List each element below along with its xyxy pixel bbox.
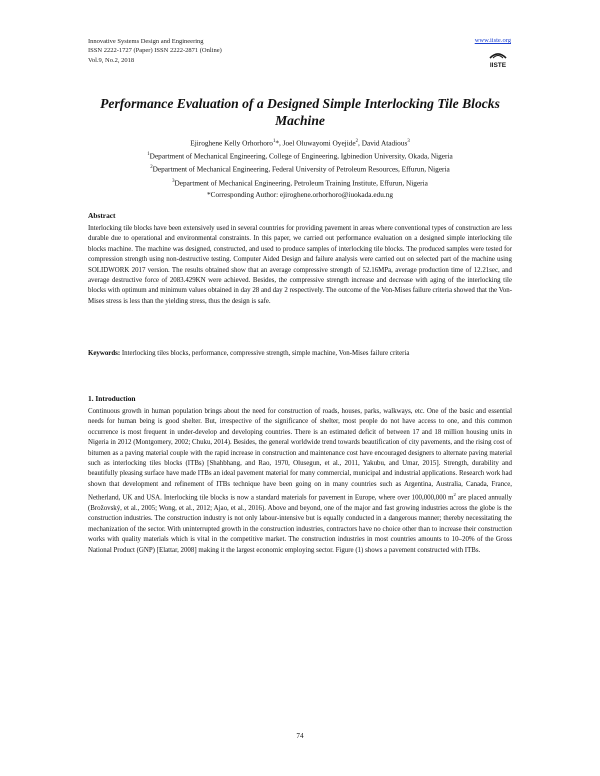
journal-url-link[interactable]: www.iiste.org bbox=[474, 37, 511, 44]
paper-title: Performance Evaluation of a Designed Simple Interlocking Tile Blocks Machine bbox=[100, 96, 500, 128]
author-1: Ejiroghene Kelly Orhorhoro bbox=[190, 138, 273, 148]
introduction-heading: 1. Introduction bbox=[88, 394, 136, 403]
author-1-sup: 1 bbox=[272, 139, 276, 144]
introduction-text-part-2: are placed annually (Brožovský, et al., 2005; Wong, et al., 2012; Ajao, et al., 2016). Above and beyond, one of the major and fast growing industries across the globe is the construction industries. The construction industry is not only labour-intensive but is equally conducted in a dangerous manner; thereby necessitating the mechanization of the sector. With uninterrupted growth in the construction industries, contractors have no choice other than to increase their construction works with quality materials which is vital in the competitive market. The construction industries in most countries amounts to 10–20% of the Gross National Product (GNP) [Elattar, 2008] making it the largest economic employing sector. Figure (1) shows a pavement constructed with ITBs. bbox=[88, 494, 512, 554]
affiliation-2-text: Department of Mechanical Engineering, Federal University of Petroleum Resources, Effurun, Nigeria bbox=[152, 164, 450, 174]
author-1-mark: *, bbox=[275, 138, 283, 148]
keywords-text: Interlocking tiles blocks, performance, compressive strength, simple machine, Von-Mises failure criteria bbox=[120, 350, 410, 357]
affiliation-1 bbox=[88, 149, 512, 162]
introduction-body bbox=[88, 407, 512, 556]
keywords-label: Keywords: bbox=[88, 350, 121, 357]
author-list bbox=[88, 136, 512, 149]
journal-issn: ISSN 2222-1727 (Paper) ISSN 2222-2871 (Online) bbox=[88, 47, 222, 55]
author-separator: , bbox=[358, 138, 362, 148]
logo-text: IISTE bbox=[489, 62, 507, 69]
affiliation-3 bbox=[88, 176, 512, 189]
author-block bbox=[88, 136, 512, 201]
corresponding-author: *Corresponding Author: ejiroghene.orhorhoro@iuokada.edu.ng bbox=[206, 189, 394, 199]
keywords-paragraph bbox=[88, 349, 512, 359]
affiliation-2-sup: 2 bbox=[150, 165, 153, 171]
affiliation-3-text: Department of Mechanical Engineering, Petroleum Training Institute, Effurun, Nigeria bbox=[174, 178, 428, 188]
affiliation-1-text: Department of Mechanical Engineering, College of Engineering, Igbinedion University, Okada, Nigeria bbox=[149, 151, 453, 161]
introduction-superscript: 2 bbox=[453, 492, 456, 498]
author-3-sup: 3 bbox=[407, 139, 410, 144]
affiliation-2 bbox=[88, 162, 512, 175]
iiste-logo bbox=[487, 49, 509, 69]
introduction-text-part-1: Continuous growth in human population brings about the need for construction of roads, houses, parks, walkways, etc. One of the basic and essential needs for human being is good shelter. But, irrespective of the significance of shelter, most people do not have access to one, and this common occurrence is most frequent in under-develop and developing countries. There is an estimated deficit of between 17 and 18 million housing units in Nigeria in 2012 (Montgomery, 2002; Chuku, 2014). Besides, the general worldwide trend towards beautification of city pavements, and the rising cost of bitumen as a paving material couple with the rapid increase in construction and maintenance cost have encouraged designers to alternate paving material such as interlocking tiles blocks (ITBs) [Shahbhang, and Rao, 1970, Olusegun, et al., 2011, Yakubu, and Umar, 2015]. Strength, durability and beautifully pleasing surface have made ITBs an ideal pavement material for many commercial, municipal and industrial applications. Research work had shown that development and refinement of ITBs technique have been going on in many countries such as Argentina, Australia, Canada, France, Netherland, UK and USA. Interlocking tile blocks is now a standard materials for pavement in Europe, where over 100,000,000 m bbox=[88, 408, 512, 502]
page-number: 74 bbox=[296, 732, 304, 740]
abstract-body: Interlocking tile blocks have been extensively used in several countries for providing pavement in areas where conventional types of construction are less durable due to operational and environmental constraints. In this paper, we carried out performance evaluation on a designed simple interlocking tile blocks machine. The machine was designed, constructed, and used to produce samples of interlocking tile blocks. The produced samples were tested for compression strength using non-destructive testing. Computer Aided Design and failure analysis were carried out on selected part of the machine using SOLIDWORK 2017 version. The results obtained show that an average compressive strength of 52.16MPa, average production time of 12.21sec, and average destructive force of 2083.429KN were achieved. Besides, the compressive strength increase and decrease with aging of the interlocking tile blocks with optimum and minimum values obtained in day 28 and day 2 respectively. The outcome of the Von-Mises failure criteria showed that the Von-Mises stress is less than the yielding stress, thus the design is safe. bbox=[88, 225, 512, 305]
author-2: Joel Oluwayomi Oyejide bbox=[282, 138, 356, 148]
affiliation-3-sup: 3 bbox=[172, 178, 175, 184]
affiliation-1-sup: 1 bbox=[147, 152, 150, 158]
journal-volume: Vol.9, No.2, 2018 bbox=[88, 56, 135, 64]
author-3: David Atadious bbox=[361, 138, 408, 148]
journal-name: Innovative Systems Design and Engineering bbox=[88, 38, 204, 45]
abstract-heading: Abstract bbox=[88, 211, 116, 220]
journal-header bbox=[88, 37, 222, 65]
author-2-sup: 2 bbox=[355, 139, 359, 144]
